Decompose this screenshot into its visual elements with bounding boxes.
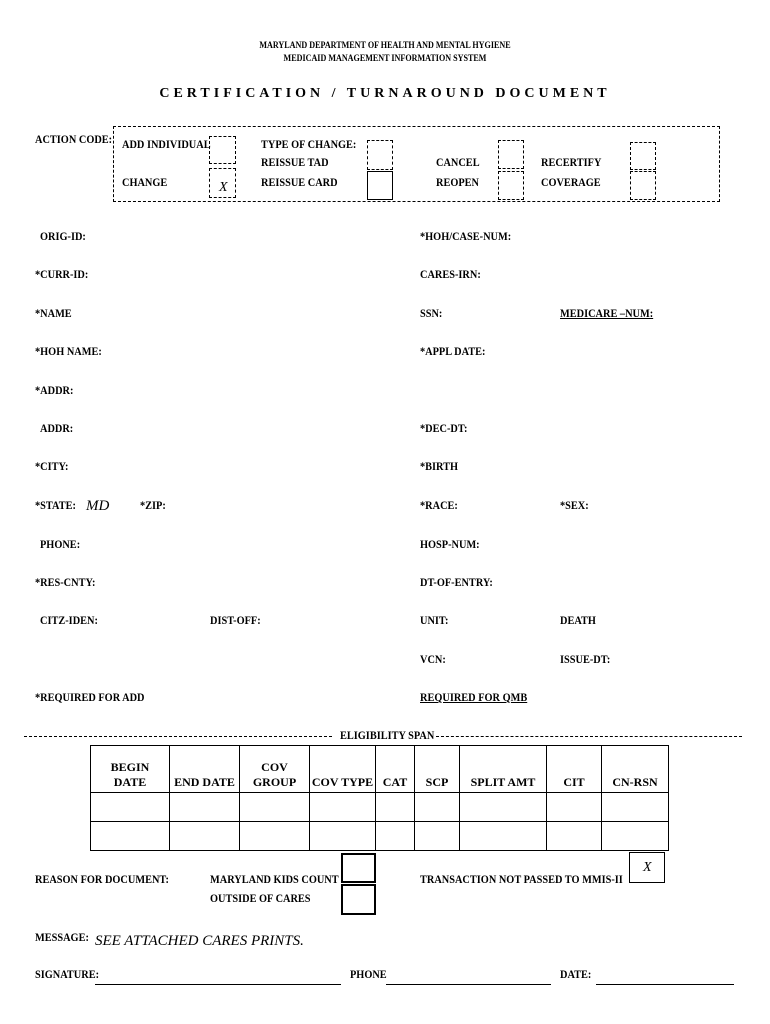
reason-label: REASON FOR DOCUMENT:	[35, 872, 169, 886]
reissue-tad-label: REISSUE TAD	[261, 155, 329, 169]
kids-count-checkbox[interactable]	[341, 853, 376, 883]
state-label: *STATE:	[35, 498, 76, 512]
col-cov-group: COV GROUP	[240, 746, 310, 793]
eligibility-divider-right	[436, 736, 742, 737]
ssn-label: SSN:	[420, 306, 443, 320]
col-cn-rsn: CN-RSN	[602, 746, 669, 793]
hoh-name-label: *HOH NAME:	[35, 344, 102, 358]
cares-irn-label: CARES-IRN:	[420, 267, 481, 281]
city-label: *CITY:	[35, 459, 69, 473]
eligibility-table	[90, 745, 669, 851]
medicare-num-label: MEDICARE –NUM:	[560, 306, 654, 320]
change-label: CHANGE	[122, 175, 168, 189]
recertify-label: RECERTIFY	[541, 155, 602, 169]
col-scp: SCP	[415, 746, 460, 793]
unit-label: UNIT:	[420, 613, 449, 627]
reissue-tad-checkbox[interactable]	[367, 140, 393, 170]
col-cit: CIT	[547, 746, 602, 793]
action-code-label: ACTION CODE:	[35, 132, 113, 146]
message-label: MESSAGE:	[35, 930, 89, 944]
required-add-note: *REQUIRED FOR ADD	[35, 690, 145, 704]
addr1-label: *ADDR:	[35, 383, 74, 397]
col-begin-date: BEGIN DATE	[91, 746, 170, 793]
reissue-card-label: REISSUE CARD	[261, 175, 338, 189]
name-label: *NAME	[35, 306, 72, 320]
phone-label: PHONE:	[40, 537, 81, 551]
death-label: DEATH	[560, 613, 596, 627]
phone-footer-label: PHONE	[350, 967, 387, 981]
col-end-date: END DATE	[170, 746, 240, 793]
hosp-num-label: HOSP-NUM:	[420, 537, 480, 551]
agency-name: MARYLAND DEPARTMENT OF HEALTH AND MENTAL HYGIENE	[259, 40, 511, 50]
race-label: *RACE:	[420, 498, 458, 512]
dec-dt-label: *DEC-DT:	[420, 421, 468, 435]
reopen-checkbox[interactable]	[498, 171, 524, 200]
required-qmb-note: REQUIRED FOR QMB	[420, 690, 528, 704]
cancel-label: CANCEL	[436, 155, 480, 169]
eligibility-title: ELIGIBILITY SPAN	[340, 728, 435, 742]
date-label: DATE:	[560, 967, 592, 981]
appl-date-label: *APPL DATE:	[420, 344, 486, 358]
phone-line[interactable]	[386, 984, 551, 985]
eligibility-divider-left	[24, 736, 332, 737]
signature-label: SIGNATURE:	[35, 967, 100, 981]
state-value: MD	[86, 498, 110, 514]
col-split-amt: SPLIT AMT	[460, 746, 547, 793]
recertify-checkbox[interactable]	[630, 142, 656, 170]
citz-iden-label: CITZ-IDEN:	[40, 613, 98, 627]
signature-line[interactable]	[95, 984, 341, 985]
not-passed-label: TRANSACTION NOT PASSED TO MMIS-II	[420, 872, 623, 886]
hoh-case-num-label: *HOH/CASE-NUM:	[420, 229, 512, 243]
outside-cares-checkbox[interactable]	[341, 884, 376, 915]
kids-count-label: MARYLAND KIDS COUNT	[210, 872, 339, 886]
dist-off-label: DIST-OFF:	[210, 613, 261, 627]
birth-label: *BIRTH	[420, 459, 459, 473]
coverage-checkbox[interactable]	[630, 171, 656, 200]
date-line[interactable]	[596, 984, 734, 985]
table-row	[91, 822, 669, 851]
issue-dt-label: ISSUE-DT:	[560, 652, 611, 666]
type-of-change-label: TYPE OF CHANGE:	[261, 137, 357, 151]
col-cov-type: COV TYPE	[310, 746, 376, 793]
curr-id-label: *CURR-ID:	[35, 267, 89, 281]
table-row	[91, 793, 669, 822]
zip-label: *ZIP:	[140, 498, 166, 512]
message-value: SEE ATTACHED CARES PRINTS.	[95, 933, 304, 949]
document-title: CERTIFICATION / TURNAROUND DOCUMENT	[159, 86, 611, 101]
not-passed-mark: X	[643, 860, 652, 875]
vcn-label: VCN:	[420, 652, 446, 666]
change-mark: X	[219, 180, 228, 195]
addr2-label: ADDR:	[40, 421, 74, 435]
sex-label: *SEX:	[560, 498, 589, 512]
col-cat: CAT	[376, 746, 415, 793]
outside-cares-label: OUTSIDE OF CARES	[210, 891, 311, 905]
system-name: MEDICAID MANAGEMENT INFORMATION SYSTEM	[283, 53, 487, 63]
coverage-label: COVERAGE	[541, 175, 601, 189]
add-individual-label: ADD INDIVIDUAL	[122, 137, 211, 151]
res-cnty-label: *RES-CNTY:	[35, 575, 96, 589]
add-individual-checkbox[interactable]	[209, 136, 236, 164]
cancel-checkbox[interactable]	[498, 140, 524, 169]
reopen-label: REOPEN	[436, 175, 480, 189]
reissue-card-checkbox[interactable]	[367, 171, 393, 200]
dt-of-entry-label: DT-OF-ENTRY:	[420, 575, 493, 589]
orig-id-label: ORIG-ID:	[40, 229, 86, 243]
